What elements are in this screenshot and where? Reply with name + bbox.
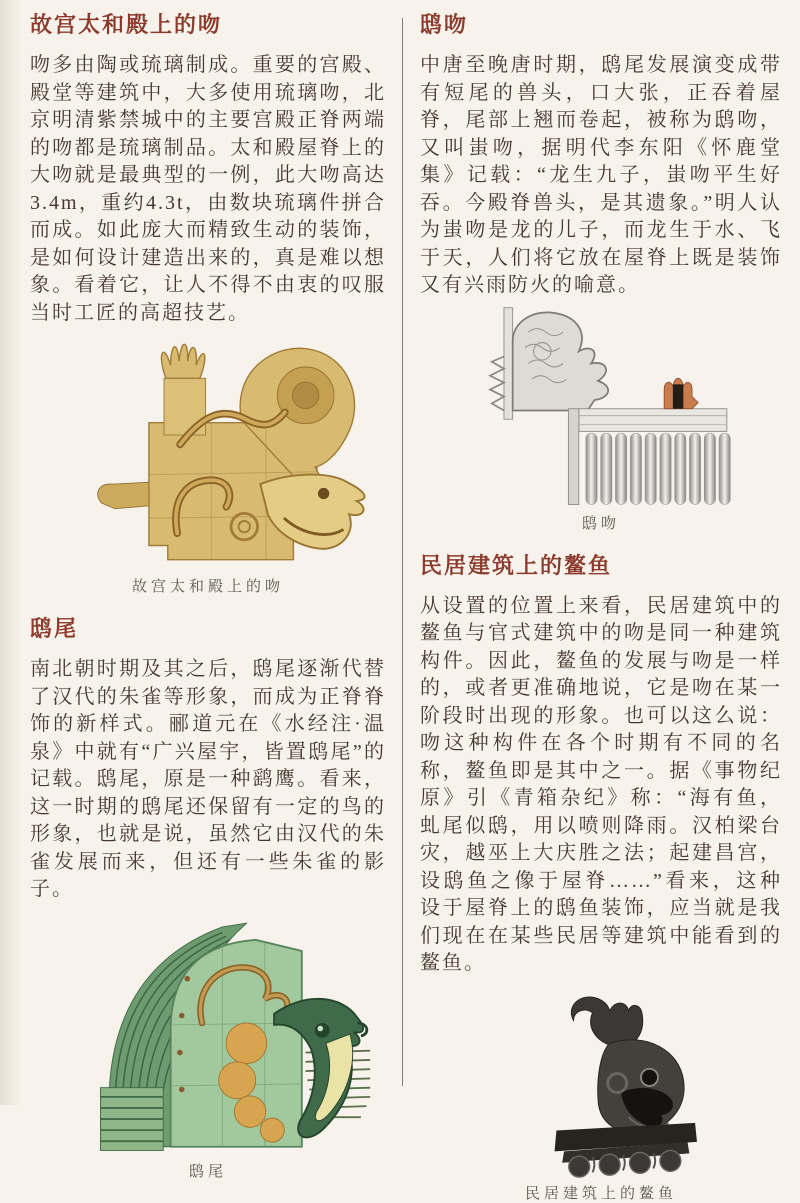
column-divider xyxy=(402,18,403,1086)
section-heading: 鸱吻 xyxy=(420,12,469,37)
figure-caption: 鸱尾 xyxy=(188,1163,227,1180)
chiwen-roof-ridge-drawing xyxy=(438,306,758,508)
section-body: 从设置的位置上来看，民居建筑中的鳌鱼与官式建筑中的吻是同一种建筑构件。因此，鳌鱼的发展与吻是一样的，或者更准确地说，它是吻在某一阶段时出现的形象。也可以这么说：吻这种构件在各个时期有不同的名称，鳌鱼即是其中之一。据《事物纪原》引《青箱杂纪》称：“海有鱼，虬尾似鸱，用以喷则降雨。汉柏梁台灾，越巫上大庆胜之法；起建昌宫，设鸱鱼之像于屋脊……”看来，这种设于屋脊上的鸱鱼装饰，应当就是我们现在在某些民居等建筑中能看到的鳌鱼。 xyxy=(420,594,782,974)
page-left-edge-shadow xyxy=(0,0,22,1105)
figure-caption: 民居建筑上的鳌鱼 xyxy=(524,1185,677,1202)
golden-glazed-chiwen-illustration xyxy=(82,333,382,571)
figure-chiwen-drawing xyxy=(420,306,782,533)
section-body: 南北朝时期及其之后，鸱尾逐渐代替了汉代的朱雀等形象，而成为正脊脊饰的新样式。郦道元在《水经注·温泉》中就有“广兴屋宇，皆置鸱尾”的记载。鸱尾，原是一种鹞鹰。看来，这一时期的鸱尾还保留有一定的鸟的形象，也就是说，虽然它由汉代的朱雀发展而来，但还有一些朱雀的影子。 xyxy=(30,658,386,900)
section-chiwen xyxy=(420,10,782,533)
green-glazed-chiwei-illustration xyxy=(72,914,382,1156)
right-column xyxy=(420,10,782,1203)
figure-green-chiwei xyxy=(30,914,386,1181)
figure-aoyu-photo xyxy=(420,990,782,1203)
figure-caption: 故宫太和殿上的吻 xyxy=(131,579,284,595)
section-body: 中唐至晚唐时期，鸱尾发展演变成带有短尾的兽头，口大张，正吞着屋脊，尾部上翘而卷起，被称为鸱吻，又叫蚩吻，据明代李东阳《怀鹿堂集》记载：“龙生九子，蚩吻平生好吞。今殿脊兽头，是其遗象。”明人认为蚩吻是龙的儿子，而龙生于水、飞于天，人们将它放在屋脊上既是装饰又有兴雨防火的喻意。 xyxy=(420,54,782,296)
aoyu-fish-ornament-photo xyxy=(506,990,736,1178)
section-taihedian-wen xyxy=(30,10,386,596)
section-heading: 故宫太和殿上的吻 xyxy=(30,12,223,37)
figure-golden-chiwen xyxy=(30,333,386,596)
figure-caption: 鸱吻 xyxy=(581,515,620,532)
section-heading: 民居建筑上的鳌鱼 xyxy=(420,552,613,578)
section-heading: 鸱尾 xyxy=(30,616,79,641)
section-chiwei xyxy=(30,614,386,1181)
section-body: 吻多由陶或琉璃制成。重要的宫殿、殿堂等建筑中，大多使用琉璃吻，北京明清紫禁城中的主要宫殿正脊两端的吻都是琉璃制品。太和殿屋脊上的大吻就是最典型的一例，此大吻高达3.4m，重约4.3t，由数块琉璃件拼合而成。如此庞大而精致生动的装饰，是如何设计建造出来的，真是难以想象。看着它，让人不得不由衷的叹服当时工匠的高超技艺。 xyxy=(30,54,386,324)
left-column xyxy=(30,10,386,1181)
